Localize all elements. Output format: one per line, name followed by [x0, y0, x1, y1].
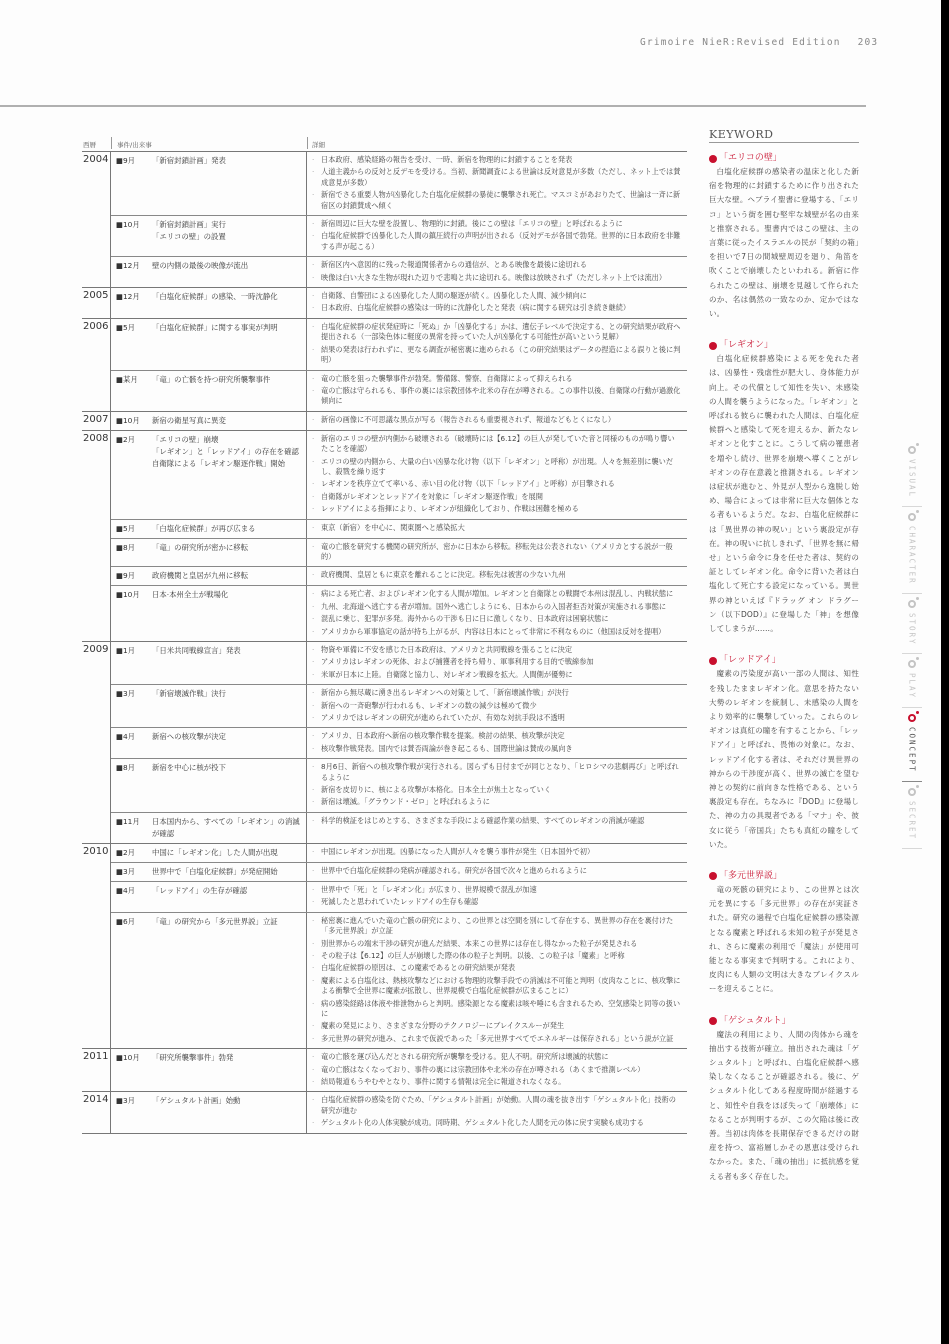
- event-month: ■4月: [116, 885, 136, 895]
- ring-dot-icon: [908, 513, 916, 521]
- detail-item: · 中国にレギオンが出現。凶暴になった人間が人々を襲う事件が発生（日本国外で初）: [312, 847, 681, 857]
- table-row: [111, 685, 687, 728]
- table-row: [111, 216, 687, 257]
- keyword-heading-text: 「レギオン」: [719, 340, 774, 351]
- nav-tab-visual[interactable]: [902, 440, 922, 507]
- event-title: [152, 847, 306, 859]
- event-month: ■12月: [116, 261, 140, 271]
- detail-cell: [307, 257, 687, 287]
- year-events: [111, 319, 687, 411]
- detail-item: · エリコの壁の内側から、大量の白い凶暴な化け物（以下「レギオン」と呼称）が出現。人々を無差別に襲いだし、殺戮を繰り返す: [312, 457, 681, 478]
- year-group: [82, 642, 687, 844]
- nav-tab-label: VISUAL: [907, 459, 917, 499]
- event-cell: [111, 728, 307, 758]
- event-cell: [111, 520, 307, 538]
- timeline-table: [82, 140, 687, 1134]
- event-title-line: 「エリコの壁」崩壊: [152, 434, 219, 444]
- event-cell: [111, 913, 307, 1048]
- detail-item: · 新宿周辺に巨大な壁を設置し、物理的に封鎖。後にこの壁は「エリコの壁」と呼ばれるように: [312, 219, 681, 229]
- bullet-dot-icon: [709, 872, 717, 880]
- event-title-line: 「竜」の亡骸を持つ研究所襲撃事件: [152, 374, 271, 384]
- event-month: ■3月: [116, 1096, 136, 1106]
- table-row: [111, 1092, 687, 1132]
- keyword-entry: [709, 654, 859, 852]
- event-title: [152, 374, 306, 408]
- event-cell: [111, 567, 307, 585]
- nav-tab-label: SECRET: [907, 800, 917, 841]
- event-title: [152, 1052, 306, 1088]
- event-title-line: 「新宿封鎖計画」実行: [152, 220, 226, 230]
- detail-item: · 結局報道もうやむやとなり、事件に関する情報は完全に報道されなくなる。: [312, 1077, 681, 1087]
- detail-item: · 竜の亡骸はなくなっており、事件の裏には宗教団体や北米の存在が噂される（あくまで推測レベル）: [312, 1065, 681, 1075]
- detail-cell: [307, 371, 687, 411]
- page-header: [640, 37, 879, 48]
- year-label: 2014: [82, 1092, 111, 1132]
- detail-item: · 新宿は壊滅。「グラウンド・ゼロ」と呼ばれるように: [312, 797, 681, 807]
- event-month: ■2月: [116, 847, 136, 857]
- event-cell: [111, 586, 307, 641]
- detail-item: · 魔素による白塩化は、熱核攻撃などにおける物理的攻撃手段での消滅は不可能と判明（皮肉なことに、核攻撃による衝撃で全世界に魔素が拡散し、世界規模で白塩化症候群が広まることに）: [312, 976, 681, 997]
- column-header-year: 西暦: [83, 141, 96, 149]
- bullet-dot-icon: [709, 155, 717, 163]
- event-title: [152, 415, 306, 427]
- keyword-description: 魔法の利用により、人間の肉体から魂を抽出する技術が確立。抽出された魂は「ゲシュタルト」と呼ばれ、白塩化症候群へ感染しなくなることが確認される。後に、ゲシュタルト化してある程度時間が経過すると、知性や自我をほぼ失って「崩壊体」になることが判明するが、この欠陥は後に改善。当初は肉体を長期保存できるだけの財産を持つ、富裕層しかその恩恵は受けられなかった。また、「魂の抽出」に抵抗感を覚える者も多く存在した。: [709, 1029, 859, 1181]
- event-title: [152, 589, 306, 638]
- detail-cell: [307, 520, 687, 538]
- event-title: [152, 688, 306, 724]
- keyword-heading: [709, 152, 859, 165]
- detail-item: · レギオンを秩序立てて率いる、赤い目の化け物（以下「レッドアイ」と呼称）が目撃される: [312, 479, 681, 489]
- event-title: [152, 155, 306, 212]
- event-cell: [111, 685, 307, 727]
- event-month: ■5月: [116, 322, 136, 332]
- keyword-heading-text: 「ゲシュタルト」: [719, 1015, 791, 1026]
- event-month: ■8月: [116, 763, 136, 773]
- event-month: ■3月: [116, 866, 136, 876]
- detail-item: · 日本政府、感染経路の報告を受け、一時、新宿を物理的に封鎖することを発表: [312, 155, 681, 165]
- table-row: [111, 728, 687, 759]
- event-title: [152, 816, 306, 840]
- table-row: [111, 1049, 687, 1091]
- detail-cell: [307, 288, 687, 318]
- detail-item: · 自衛隊がレギオンとレッドアイを対象に「レギオン駆逐作戦」を展開: [312, 492, 681, 502]
- header-divider: [0, 105, 866, 107]
- table-row: [111, 520, 687, 539]
- keyword-panel: [709, 128, 859, 1202]
- event-cell: [111, 539, 307, 567]
- year-group: [82, 288, 687, 319]
- keyword-heading-text: 「多元世界説」: [719, 870, 783, 881]
- year-events: [111, 412, 687, 430]
- event-title: [152, 762, 306, 809]
- year-group: [82, 319, 687, 412]
- event-cell: [111, 152, 307, 215]
- detail-item: · 世界中で白塩化症候群の発病が確認される。研究が各国で次々と進められるように: [312, 866, 681, 876]
- detail-item: · 新宿を皮切りに、核による攻撃が本格化。日本全土が焦土となっていく: [312, 785, 681, 795]
- detail-item: · 科学的検証をはじめとする、さまざまな手段による確認作業の結果、すべてのレギオンの消滅が確認: [312, 816, 681, 826]
- event-month: ■9月: [116, 156, 136, 165]
- detail-item: · 死滅したと思われていたレッドアイの生存も確認: [312, 897, 681, 907]
- table-row: [111, 319, 687, 371]
- event-cell: [111, 844, 307, 862]
- keyword-heading: [709, 1015, 859, 1028]
- event-title: [152, 866, 306, 878]
- keyword-entry: [709, 870, 859, 997]
- table-row: [111, 431, 687, 520]
- table-row: [111, 288, 687, 318]
- event-month: ■6月: [116, 916, 136, 926]
- table-row: [111, 152, 687, 216]
- event-cell: [111, 863, 307, 881]
- ring-dot-icon: [908, 446, 916, 454]
- event-title-line: 新宿の衛星写真に異変: [152, 415, 226, 425]
- event-cell: [111, 1092, 307, 1132]
- year-events: [111, 288, 687, 318]
- event-title-line: 世界中で「白塩化症候群」が発症開始: [152, 866, 278, 876]
- event-cell: [111, 319, 307, 370]
- column-header-detail: 詳細: [307, 137, 687, 149]
- event-month: ■5月: [116, 523, 136, 533]
- event-month: ■10月: [116, 220, 140, 230]
- year-label: 2011: [82, 1049, 111, 1091]
- detail-item: · 映像は白い大きな生物が現れた辺りで悲鳴と共に途切れる。映像は放映されず（ただしネット上では流出）: [312, 273, 681, 283]
- detail-cell: [307, 152, 687, 215]
- event-month: ■4月: [116, 732, 136, 742]
- event-title-line: 自衛隊による「レギオン駆逐作戦」開始: [152, 458, 286, 468]
- event-title: [152, 731, 306, 755]
- detail-cell: [307, 431, 687, 519]
- event-month: ■10月: [116, 1053, 140, 1063]
- detail-item: · 日本政府、白塩化症候群の感染は一時的に沈静化したと発表（病に関する研究は引き続き継続）: [312, 303, 681, 313]
- detail-cell: [307, 412, 687, 430]
- detail-item: · 核攻撃作戦発表。国内では賛否両論が巻き起こるも、国際世論は賛成の風向き: [312, 744, 681, 754]
- detail-cell: [307, 1049, 687, 1091]
- year-group: [82, 431, 687, 642]
- year-group: [82, 844, 687, 1049]
- detail-item: · レッドアイによる指揮により、レギオンが組織化しており、作戦は困難を極める: [312, 504, 681, 514]
- detail-cell: [307, 1092, 687, 1132]
- keyword-heading: [709, 654, 859, 667]
- detail-item: · 病の感染経路は体液や排泄物からと判明。感染源となる魔素は咳や唾にも含まれるため、空気感染と同等の扱いに: [312, 999, 681, 1020]
- detail-item: · 新宿区内へ意図的に残った報道関係者からの通信が、とある映像を最後に途切れる: [312, 260, 681, 270]
- detail-item: · 竜の亡骸を狙った襲撃事件が勃発。警備隊、警察、自衛隊によって抑えられる: [312, 374, 681, 384]
- year-group: [82, 412, 687, 431]
- event-title: [152, 1095, 306, 1129]
- detail-item: · 東京（新宿）を中心に、関東圏へと感染拡大: [312, 523, 681, 533]
- detail-item: · 新宿のエリコの壁が内側から破壊される（破壊時には【6.12】の巨人が発していた音と同様のものが鳴り響いたことを確認）: [312, 434, 681, 455]
- event-month: ■12月: [116, 292, 140, 302]
- event-title-line: 「レギオン」と「レッドアイ」の存在を確認: [152, 446, 299, 456]
- ring-dot-icon: [908, 660, 916, 668]
- event-title: [152, 885, 306, 909]
- detail-cell: [307, 567, 687, 585]
- event-month: ■9月: [116, 571, 136, 581]
- event-title: [152, 916, 306, 1045]
- event-cell: [111, 882, 307, 912]
- detail-item: · 新宿の画像に不可思議な黒点が写る（報告されるも重要視されず、報道などもとくになし）: [312, 415, 681, 425]
- year-label: 2008: [82, 431, 111, 641]
- detail-item: · 竜の亡骸は守られるも、事件の裏には宗教団体や北米の存在が噂される。この事件以後、自衛隊の行動が過激化傾向に: [312, 386, 681, 407]
- event-title-line: 「白塩化症候群」に関する事実が判明: [152, 322, 278, 332]
- keyword-entry: [709, 339, 859, 636]
- keyword-entry: [709, 1015, 859, 1184]
- detail-cell: [307, 844, 687, 862]
- detail-item: · 自衛隊、自警団による凶暴化した人間の駆逐が続く。凶暴化した人間、減少傾向に: [312, 291, 681, 301]
- table-row: [111, 913, 687, 1048]
- detail-cell: [307, 728, 687, 758]
- year-events: [111, 1092, 687, 1132]
- table-row: [111, 642, 687, 685]
- year-label: 2009: [82, 642, 111, 843]
- event-title-line: 「新宿封鎖計画」発表: [152, 156, 226, 165]
- detail-cell: [307, 586, 687, 641]
- event-title-line: 日本·本州全土が戦場化: [152, 590, 229, 600]
- year-label: 2005: [82, 288, 111, 318]
- event-title-line: 「白塩化症候群」の感染、一時沈静化: [152, 292, 278, 302]
- detail-item: · 九州、北海道へ逃亡する者が増加。国外へ逃亡しようにも、日本からの入国者拒否対策が実施される事態に: [312, 602, 681, 612]
- detail-item: · 多元世界の研究が進み、これまで仮説であった「多元世界すべてでエネルギーは保存される」という説が立証: [312, 1034, 681, 1044]
- event-cell: [111, 257, 307, 287]
- event-month: ■1月: [116, 646, 136, 655]
- event-title-line: 「竜」の研究から「多元世界説」立証: [152, 916, 278, 926]
- table-row: [111, 759, 687, 813]
- nav-tab-label: PLAY: [907, 673, 917, 700]
- detail-item: · 新宿への一斉砲撃が行われるも、レギオンの数の減少は極めて微少: [312, 701, 681, 711]
- page-edge: [941, 0, 949, 1344]
- event-title: [152, 570, 306, 582]
- year-group: [82, 1092, 687, 1133]
- event-month: ■11月: [116, 816, 140, 826]
- event-cell: [111, 1049, 307, 1091]
- detail-cell: [307, 813, 687, 843]
- detail-item: · 米軍が日本に上陸。自衛隊と協力し、対レギオン戦線を拡大。人間側が優勢に: [312, 670, 681, 680]
- event-cell: [111, 431, 307, 519]
- event-month: ■3月: [116, 689, 136, 699]
- detail-item: · 白塩化症候群で凶暴化した人間の鎮圧続行の声明が出される（反対デモが各国で勃発。世界的に日本政府を非難する声が起こる）: [312, 231, 681, 252]
- year-events: [111, 152, 687, 287]
- bullet-dot-icon: [709, 657, 717, 665]
- event-cell: [111, 288, 307, 318]
- detail-cell: [307, 319, 687, 370]
- event-cell: [111, 813, 307, 843]
- detail-item: · アメリカから軍事協定の話が持ち上がるが、内容は日本にとって非常に不利なものに（他国は反対を提唱）: [312, 627, 681, 637]
- nav-tab-concept[interactable]: [902, 708, 922, 782]
- event-month: ■10月: [116, 415, 140, 425]
- column-header-event: 事件/出来事: [111, 137, 307, 149]
- detail-item: · アメリカではレギオンの研究が進められていたが、有効な対抗手段は不透明: [312, 713, 681, 723]
- detail-item: · アメリカはレギオンの死体、および捕獲者を持ち帰り、軍事利用する目的で戦線参加: [312, 657, 681, 667]
- event-title: [152, 322, 306, 367]
- keyword-entry: [709, 152, 859, 321]
- detail-item: · 白塩化症候群の感染を防ぐため、「ゲシュタルト計画」が始動。人間の魂を抜き出す「ゲシュタルト化」技術の研究が進む: [312, 1095, 681, 1116]
- event-cell: [111, 216, 307, 256]
- keyword-heading: [709, 870, 859, 883]
- event-title: [152, 523, 306, 535]
- detail-item: · 病による死亡者、およびレギオン化する人間が増加。レギオンと自衛隊との戦闘で本州は混乱し、内戦状態に: [312, 589, 681, 599]
- year-events: [111, 844, 687, 1048]
- detail-cell: [307, 216, 687, 256]
- event-title-line: 「エリコの壁」の設置: [152, 232, 226, 242]
- nav-tab-story[interactable]: [902, 594, 922, 655]
- keyword-heading-text: 「エリコの壁」: [719, 153, 782, 163]
- event-title-line: 政府機関と皇居が九州に移転: [152, 571, 249, 581]
- event-title-line: 中国に「レギオン化」した人間が出現: [152, 847, 278, 857]
- event-title: [152, 260, 306, 284]
- bullet-dot-icon: [709, 342, 717, 350]
- detail-cell: [307, 539, 687, 567]
- ring-dot-icon: [908, 714, 916, 722]
- detail-cell: [307, 882, 687, 912]
- year-events: [111, 1049, 687, 1091]
- event-cell: [111, 642, 307, 684]
- detail-item: · 秘密裏に進んでいた竜の亡骸の研究により、この世界とは空間を別にして存在する、異世界の存在を裏付けた「多元世界説」が立証: [312, 916, 681, 937]
- keyword-list: [709, 152, 859, 1184]
- year-label: 2006: [82, 319, 111, 411]
- event-title-line: 「ゲシュタルト計画」始動: [152, 1096, 241, 1106]
- event-title-line: 日本国内から、すべての「レギオン」の消滅が確認: [152, 816, 300, 838]
- table-header: [82, 140, 687, 152]
- event-month: ■10月: [116, 590, 140, 600]
- event-title-line: 新宿への核攻撃が決定: [152, 732, 226, 742]
- keyword-heading: [709, 339, 859, 352]
- keyword-description: 白塩化症候群感染による死を免れた者は、凶暴性・残虐性が肥大し、身体能力が向上。その代償として知性を失い、未感染の人間を襲うようになった。「レギオン」と呼ばれる彼らに襲われた人間は、白塩化症候群へと感染して死を迎えるか、新たなレギオンと化すことに。こうして病の罹患者を増やし続け、世界を崩壊へ導くことがレギオンの存在意義と推測される。レギオンは症状が進むと、外見が人型から逸脱し始め、場合によっては非常に巨大な個体となる者もいるようだ。なお、白塩化症候群には「異世界の神の呪い」という裏設定が存在。神の呪いに抗しきれず、「世界を無に帰せ」という命令に身を任せた者は、契約の証としてレギオン化。命令に背いた者は白塩化して死亡する設定になっている。異世界の神といえば『ドラッグ オン ドラグーン（以下DOD）』に登場した「神」を想像してしまうが……。: [709, 354, 859, 634]
- detail-item: · 人道主義からの反対と反デモを受ける。当初、新聞調査による世論は反対意見が多数（ただし、ネット上では賛成意見が多数）: [312, 167, 681, 188]
- detail-item: · 魔素の発見により、さまざまな分野のテクノロジーにブレイクスルーが発生: [312, 1021, 681, 1031]
- event-title-line: 「白塩化症候群」が再び広まる: [152, 523, 256, 533]
- table-row: [111, 586, 687, 641]
- nav-tab-secret[interactable]: [902, 782, 922, 849]
- nav-tab-label: CONCEPT: [907, 727, 917, 773]
- event-cell: [111, 412, 307, 430]
- detail-cell: [307, 913, 687, 1048]
- detail-item: · 別世界からの端末干渉の研究が進んだ結果、本来この世界には存在し得なかった粒子が発見される: [312, 939, 681, 949]
- event-title-line: 新宿を中心に核が投下: [152, 763, 226, 773]
- nav-tab-label: STORY: [907, 612, 917, 646]
- keyword-heading-text: 「レッドアイ」: [719, 655, 781, 666]
- table-row: [111, 567, 687, 586]
- event-title: [152, 645, 306, 681]
- year-group: [82, 1049, 687, 1092]
- detail-item: · 新宿でさる重要人物が凶暴化した白塩化症候群の暴徒に襲撃され死亡。マスコミがあおりたて、世論は一斉に新宿区の封鎖賛成へ傾く: [312, 190, 681, 211]
- event-title: [152, 434, 306, 516]
- year-label: 2004: [82, 152, 111, 287]
- page-number: 203: [857, 37, 879, 48]
- table-row: [111, 539, 687, 568]
- event-title: [152, 291, 306, 315]
- year-group: [82, 152, 687, 288]
- detail-item: · ゲシュタルト化の人体実験が成功。同時期、ゲシュタルト化した人間を元の体に戻す実験も成功する: [312, 1118, 681, 1128]
- event-title-line: 「竜」の研究所が密かに移転: [152, 542, 249, 552]
- event-title-line: 「日米共同戦線宣言」発表: [152, 646, 241, 655]
- event-title: [152, 219, 306, 253]
- event-title-line: 壁の内側の最後の映像が流出: [152, 261, 249, 271]
- year-events: [111, 642, 687, 843]
- book-title: Grimoire NieR:Revised Edition: [640, 37, 841, 48]
- year-events: [111, 431, 687, 641]
- detail-item: · 白塩化症候群の症状発症時に「死ぬ」か「凶暴化する」かは、遺伝子レベルで決定する、との研究結果が政府へ提出される（一部染色体に軽度の異常を持っていた人が凶暴化する可能性が高いという見解）: [312, 322, 681, 343]
- table-row: [111, 371, 687, 411]
- detail-cell: [307, 863, 687, 881]
- table-row: [111, 863, 687, 882]
- section-index-tabs: [902, 440, 922, 849]
- detail-cell: [307, 642, 687, 684]
- nav-tab-play[interactable]: [902, 654, 922, 708]
- event-month: ■2月: [116, 434, 136, 444]
- detail-item: · 混乱に乗じ、犯罪が多発。海外からの干渉も日に日に激しくなり、日本政府は困窮状態に: [312, 614, 681, 624]
- detail-item: · 8月6日、新宿への核攻撃作戦が実行される。図らずも日付までが同じとなり、「ヒロシマの悲劇再び」と呼ばれるように: [312, 762, 681, 783]
- detail-cell: [307, 685, 687, 727]
- detail-item: · 政府機関、皇居ともに東京を離れることに決定。移転先は被害の少ない九州: [312, 570, 681, 580]
- detail-item: · 新宿から無尽蔵に湧き出るレギオンへの対策として、「新宿壊滅作戦」が決行: [312, 688, 681, 698]
- detail-item: · アメリカ、日本政府へ新宿の核攻撃作戦を提案。検討の結果、核攻撃が決定: [312, 731, 681, 741]
- detail-cell: [307, 759, 687, 812]
- keyword-description: 魔素の汚染度が高い一部の人間は、知性を残したままレギオン化。意思を持たない大勢のレギオンを統制し、未感染の人間をより効率的に襲撃していった。これらのレギオンは真紅の瞳を有することから、「レッドアイ」と呼ばれ、畏怖の対象に。なお、レッドアイ化する者は、それだけ異世界の神からの干渉度が高く、世界の滅亡を望む神との契約に前向きな性格である、という裏設定も存在。ちなみに『DOD』に登場した、神の力の具現者である「マナ」や、彼女に従う「帝国兵」たちも真紅の瞳をしていた。: [709, 669, 859, 849]
- detail-item: · 物資や軍備に不安を感じた日本政府は、アメリカと共同戦線を張ることに決定: [312, 645, 681, 655]
- table-row: [111, 813, 687, 843]
- nav-tab-label: CHARACTER: [907, 526, 917, 585]
- keyword-title: KEYWORD: [709, 128, 859, 143]
- bullet-dot-icon: [709, 1017, 717, 1025]
- event-title-line: 「研究所襲撃事件」勃発: [152, 1053, 234, 1063]
- detail-item: · その粒子は【6.12】の巨人が崩壊した際の体の粒子と判明。以後、この粒子は「魔素」と呼称: [312, 951, 681, 961]
- event-cell: [111, 371, 307, 411]
- event-title-line: 「新宿壊滅作戦」決行: [152, 689, 226, 699]
- ring-dot-icon: [908, 600, 916, 608]
- detail-item: · 世界中で「死」と「レギオン化」が広まり、世界規模で混乱が加速: [312, 885, 681, 895]
- detail-item: · 竜の亡骸を研究する機関の研究所が、密かに日本から移転。移転先は公表されない（アメリカとする説が一般的）: [312, 542, 681, 563]
- detail-item: · 白塩化症候群の原因は、この魔素であるとの研究結果が発表: [312, 963, 681, 973]
- table-row: [111, 412, 687, 430]
- ring-dot-icon: [908, 788, 916, 796]
- event-title: [152, 542, 306, 564]
- keyword-description: 竜の死骸の研究により、この世界とは次元を異にする「多元世界」の存在が実証された。研究の過程で白塩化症候群の感染源となる魔素と呼ばれる未知の粒子が発見され、さらに魔素の利用で「魔法」が使用可能となる事実まで判明する。これにより、皮肉にも人類の文明は大きなブレイクスルーを迎えることに。: [709, 884, 859, 994]
- table-body: [82, 152, 687, 1134]
- keyword-description: 白塩化症候群の感染者の温床と化した新宿を物理的に封鎖するために作り出された巨大な壁。ヘブライ聖書に登場する、「エリコ」という街を囲む堅牢な城壁が名の由来と推察される。聖書内ではこの壁は、主の言葉に従ったイスラエルの民が「契約の箱」を担いで7日の間城壁周辺を廻り、角笛を吹くことで崩壊したといわれる。新宿に作られたこの壁は、崩壊を見越して作られたのか、名は偶然の一致なのか、定かではない。: [709, 167, 859, 319]
- event-cell: [111, 759, 307, 812]
- event-month: ■某月: [116, 374, 138, 384]
- event-title-line: 「レッドアイ」の生存が確認: [152, 885, 248, 895]
- table-row: [111, 882, 687, 913]
- year-label: 2007: [82, 412, 111, 430]
- event-month: ■8月: [116, 542, 136, 552]
- detail-item: · 結果の発表は行われずに、更なる調査が秘密裏に進められる（この研究結果はデータの捏造による誤りと後に判明）: [312, 345, 681, 366]
- year-label: 2010: [82, 844, 111, 1048]
- table-row: [111, 844, 687, 863]
- table-row: [111, 257, 687, 287]
- nav-tab-character[interactable]: [902, 507, 922, 594]
- detail-item: · 竜の亡骸を運び込んだとされる研究所が襲撃を受ける。犯人不明。研究所は壊滅的状態に: [312, 1052, 681, 1062]
